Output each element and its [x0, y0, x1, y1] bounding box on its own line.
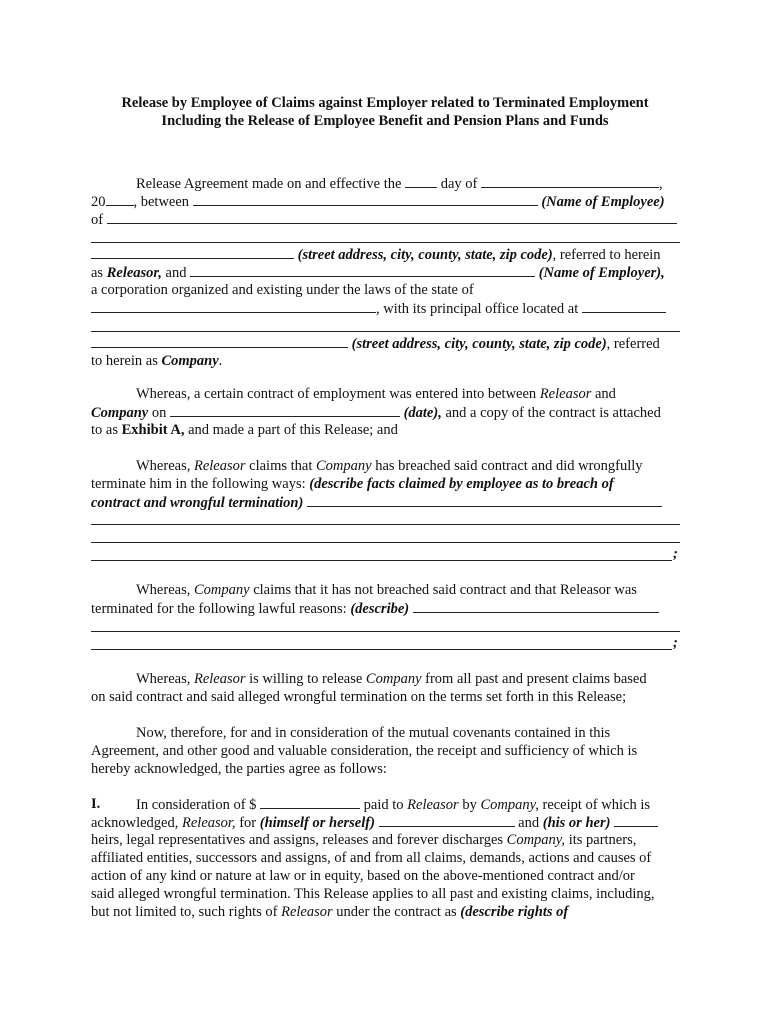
company-claim-line-2	[91, 599, 659, 618]
text: as	[91, 265, 104, 281]
section-i-line-3	[91, 831, 636, 849]
lawful-reasons-field[interactable]	[413, 599, 659, 613]
section-i-numeral	[91, 795, 100, 813]
employer-name-label: (Name of Employer),	[538, 265, 665, 281]
himself-herself-field[interactable]	[379, 813, 515, 827]
date-label: (date),	[403, 405, 442, 421]
section-i-line-2	[91, 813, 658, 832]
text: Whereas,	[136, 671, 191, 687]
releasor-term: Releasor	[193, 671, 246, 687]
release-willing-line-2: on said contract and said alleged wrongful termination on the terms set forth in this Release;	[91, 689, 627, 705]
text: , between	[133, 194, 190, 210]
agreement-line-9	[91, 352, 222, 370]
state-field[interactable]	[91, 299, 376, 313]
semicolon: ;	[673, 546, 678, 562]
breach-claim-line-2	[91, 475, 614, 493]
document-title-line-2: Including the Release of Employee Benefit and Pension Plans and Funds	[161, 113, 609, 129]
contract-line-2	[91, 403, 661, 422]
contract-date-field[interactable]	[170, 403, 400, 417]
text: claims that it has not breached said contract and that Releasor was	[253, 582, 637, 598]
releasor-term: Releasor,	[106, 265, 162, 281]
himself-herself-label: (himself or herself)	[259, 815, 375, 831]
address-label: (street address, city, county, state, zip code)	[351, 336, 607, 352]
text: terminated for the following lawful reasons:	[91, 601, 347, 617]
day-field[interactable]	[405, 174, 437, 188]
text: terminate him in the following ways:	[91, 476, 306, 492]
consideration-line-2: Agreement, and other good and valuable consideration, the receipt and sufficiency of which is	[91, 743, 638, 759]
agreement-line-8	[91, 334, 660, 353]
employee-address-field-3[interactable]	[91, 245, 294, 259]
office-address-field-2[interactable]	[91, 334, 348, 348]
section-i-line-1	[136, 795, 650, 814]
his-her-field[interactable]	[614, 813, 658, 827]
breach-facts-field-3[interactable]	[91, 542, 680, 543]
text: , referred to herein	[552, 247, 661, 263]
payment-amount-field[interactable]	[260, 795, 360, 809]
text: has breached said contract and did wrongfully	[375, 458, 643, 474]
employee-address-field[interactable]	[107, 210, 677, 224]
releasor-term: Releasor	[281, 904, 333, 920]
agreement-line-7	[91, 299, 666, 318]
text: by	[462, 797, 477, 813]
text: In consideration of $	[136, 797, 257, 813]
company-term: Company	[161, 353, 219, 369]
company-term: Company	[365, 671, 422, 687]
text: to herein as	[91, 353, 158, 369]
releasor-term: Releasor	[407, 797, 459, 813]
text: under the contract as	[336, 904, 457, 920]
agreement-line-1	[136, 174, 663, 193]
agreement-line-3	[91, 210, 677, 229]
text: Whereas,	[136, 582, 191, 598]
text: is willing to release	[249, 671, 363, 687]
text: its partners,	[568, 832, 637, 848]
text: of	[91, 212, 104, 228]
company-term: Company,	[480, 797, 539, 813]
text: for	[239, 815, 257, 831]
document-title-line-1: Release by Employee of Claims against Employer related to Terminated Employment	[121, 95, 649, 111]
release-willing-line-1	[136, 670, 647, 688]
releasor-term: Releasor,	[182, 815, 236, 831]
describe-label: (describe facts claimed by employee as to breach of	[309, 476, 614, 492]
text: receipt of which is	[542, 797, 650, 813]
text: and	[518, 815, 540, 831]
agreement-line-2	[91, 192, 665, 211]
text: .	[218, 353, 223, 369]
describe-label: (describe)	[350, 601, 410, 617]
text: ,	[658, 176, 663, 192]
breach-facts-field-4[interactable]	[91, 560, 672, 561]
breach-facts-field[interactable]	[307, 493, 662, 507]
employee-name-field[interactable]	[193, 192, 538, 206]
text: paid to	[363, 797, 404, 813]
employee-name-label: (Name of Employee)	[541, 194, 665, 210]
section-i-line-4: affiliated entities, successors and assigns, of and from all claims, demands, actions and causes of	[91, 850, 652, 866]
text: Whereas,	[136, 458, 191, 474]
company-term: Company	[193, 582, 250, 598]
describe-label: (describe rights of	[460, 904, 569, 920]
text: a corporation organized and existing under the laws of the state of	[91, 282, 474, 298]
section-i-line-7	[91, 903, 568, 921]
text: Whereas, a certain contract of employment was entered into between	[136, 386, 537, 402]
employee-address-field-2[interactable]	[91, 242, 680, 243]
semicolon: ;	[673, 635, 678, 651]
office-address-field[interactable]	[91, 331, 680, 332]
lawful-reasons-field-2[interactable]	[91, 631, 680, 632]
address-label: (street address, city, county, state, zip code)	[297, 247, 553, 263]
text: and made a part of this Release; and	[188, 422, 398, 438]
text: to as	[91, 422, 118, 438]
describe-label: contract and wrongful termination)	[91, 495, 304, 511]
section-i-line-5: action of any kind or nature at law or in equity, based on the above-mentioned contract and/or	[91, 868, 635, 884]
employer-name-field[interactable]	[190, 263, 535, 277]
breach-claim-line-1	[136, 457, 643, 475]
contract-line-1	[136, 385, 616, 403]
text: , with its principal office located at	[376, 301, 579, 317]
year-field[interactable]	[106, 192, 134, 206]
breach-facts-field-2[interactable]	[91, 524, 680, 525]
agreement-line-4	[91, 245, 661, 264]
exhibit-label: Exhibit A,	[121, 422, 185, 438]
releasor-term: Releasor	[193, 458, 246, 474]
text: , referred	[606, 336, 660, 352]
company-claim-line-1	[136, 581, 637, 599]
agreement-line-6	[91, 281, 474, 299]
text: heirs, legal representatives and assigns, releases and forever discharges	[91, 832, 504, 848]
text: on	[151, 405, 167, 421]
company-term: Company	[315, 458, 372, 474]
text: Release Agreement made on and effective the	[136, 176, 402, 192]
contract-line-3	[91, 421, 398, 439]
section-numeral: I.	[91, 796, 101, 812]
text: acknowledged,	[91, 815, 179, 831]
text: and	[165, 265, 187, 281]
month-field[interactable]	[481, 174, 659, 188]
text: from all past and present claims based	[425, 671, 647, 687]
company-term: Company,	[506, 832, 566, 848]
releasor-term: Releasor	[539, 386, 592, 402]
office-location-field[interactable]	[582, 299, 666, 313]
consideration-line-3: hereby acknowledged, the parties agree as follows:	[91, 761, 387, 777]
consideration-line-1: Now, therefore, for and in consideration of the mutual covenants contained in this	[136, 725, 611, 741]
text: and	[594, 386, 616, 402]
text: claims that	[249, 458, 313, 474]
section-i-line-6: said alleged wrongful termination. This Release applies to all past and existing claims, including,	[91, 886, 655, 902]
lawful-reasons-field-3[interactable]	[91, 649, 672, 650]
agreement-line-5	[91, 263, 665, 282]
text: day of	[440, 176, 478, 192]
text: 20	[91, 194, 106, 210]
text: but not limited to, such rights of	[91, 904, 278, 920]
breach-claim-line-3	[91, 493, 662, 512]
his-her-label: (his or her)	[542, 815, 611, 831]
text: and a copy of the contract is attached	[445, 405, 661, 421]
company-term: Company	[91, 405, 149, 421]
